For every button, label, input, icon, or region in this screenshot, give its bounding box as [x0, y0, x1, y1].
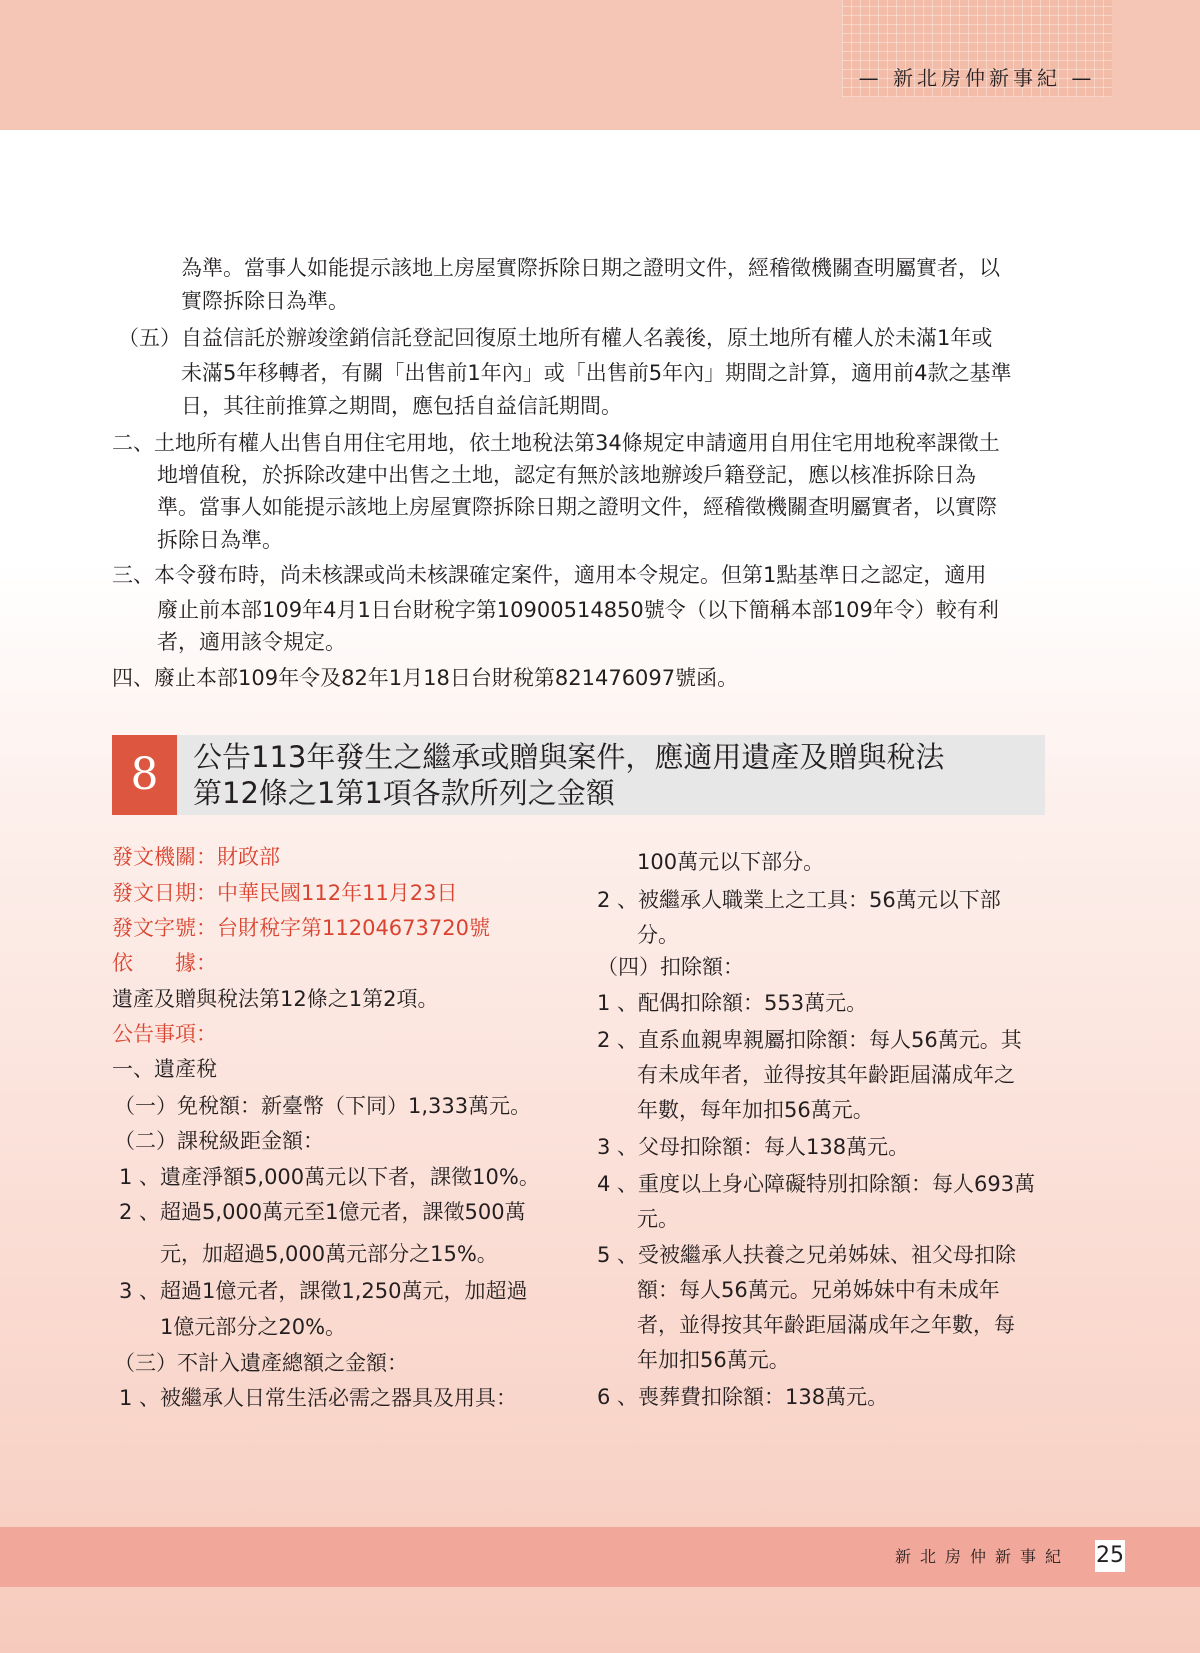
paragraph-line: 為準。當事人如能提示該地上房屋實際拆除日期之證明文件，經稽徵機關查明屬實者，以: [181, 256, 1000, 280]
right-line: 2 、直系血親卑親屬扣除額：每人56萬元。其: [597, 1028, 1022, 1052]
paragraph-line: 廢止前本部109年4月1日台財稅字第10900514850號令（以下簡稱本部109年令）較有利: [157, 598, 999, 622]
left-line: 2 、超過5,000萬元至1億元者，課徵500萬: [119, 1200, 526, 1224]
paragraph-line: 地增值稅，於拆除改建中出售之土地，認定有無於該地辦竣戶籍登記，應以核准拆除日為: [157, 463, 976, 487]
right-line: 6 、喪葬費扣除額：138萬元。: [597, 1385, 889, 1409]
right-line: 年數，每年加扣56萬元。: [637, 1098, 874, 1122]
right-line: 100萬元以下部分。: [637, 850, 825, 874]
paragraph-line: 未滿5年移轉者，有關「出售前1年內」或「出售前5年內」期間之計算，適用前4款之基準: [181, 361, 1012, 385]
left-line: 元，加超過5,000萬元部分之15%。: [160, 1242, 498, 1266]
header-title: — 新北房仲新事紀 —: [858, 66, 1096, 90]
issuing-agency: 發文機關：財政部: [112, 845, 280, 869]
paragraph-line: 日，其往前推算之期間，應包括自益信託期間。: [181, 394, 622, 418]
left-line: 3 、超過1億元者，課徵1,250萬元，加超過: [119, 1279, 528, 1303]
right-line: 者，並得按其年齡距屆滿成年之年數，每: [637, 1313, 1015, 1337]
paragraph-line: 實際拆除日為準。: [181, 289, 349, 313]
right-line: 5 、受被繼承人扶養之兄弟姊妹、祖父母扣除: [597, 1243, 1017, 1267]
paragraph-line: 準。當事人如能提示該地上房屋實際拆除日期之證明文件，經稽徵機關查明屬實者，以實際: [157, 495, 997, 519]
section-number-badge: 8: [112, 735, 177, 815]
right-line: 4 、重度以上身心障礙特別扣除額：每人693萬: [597, 1172, 1036, 1196]
left-line: （二）課稅級距金額：: [114, 1129, 324, 1153]
basis-text: 遺產及贈與稅法第12條之1第2項。: [112, 987, 439, 1011]
section-title-line1: 公告113年發生之繼承或贈與案件，應適用遺產及贈與稅法: [193, 740, 945, 774]
document-number: 發文字號：台財稅字第11204673720號: [112, 916, 490, 940]
left-line: 一、遺產稅: [112, 1057, 217, 1081]
right-line: 3 、父母扣除額：每人138萬元。: [597, 1135, 910, 1159]
paragraph-line: 四、廢止本部109年令及82年1月18日台財稅第821476097號函。: [112, 666, 739, 690]
section-title-line2: 第12條之1第1項各款所列之金額: [193, 776, 615, 810]
right-line: 分。: [637, 923, 679, 947]
right-line: 有未成年者，並得按其年齡距屆滿成年之: [637, 1063, 1015, 1087]
left-line: 1 、遺產淨額5,000萬元以下者，課徵10%。: [119, 1165, 540, 1189]
right-line: 額：每人56萬元。兄弟姊妹中有未成年: [637, 1278, 1000, 1302]
paragraph-line: 拆除日為準。: [157, 528, 283, 552]
paragraph-line: 者，適用該令規定。: [157, 630, 346, 654]
issue-date: 發文日期：中華民國112年11月23日: [112, 881, 458, 905]
right-line: （四）扣除額：: [597, 955, 744, 979]
paragraph-line: 三、本令發布時，尚未核課或尚未核課確定案件，適用本令規定。但第1點基準日之認定，適用: [112, 563, 987, 587]
left-line: （三）不計入遺產總額之金額：: [114, 1351, 408, 1375]
right-line: 元。: [637, 1207, 679, 1231]
paragraph-line: 二、土地所有權人出售自用住宅用地，依土地稅法第34條規定申請適用自用住宅用地稅率課徵土: [112, 431, 1000, 455]
basis-label: 依 據：: [112, 951, 217, 975]
left-line: （一）免稅額：新臺幣（下同）1,333萬元。: [114, 1094, 532, 1118]
paragraph-line: （五）自益信託於辦竣塗銷信託登記回復原土地所有權人名義後，原土地所有權人於未滿1年或: [118, 326, 993, 350]
right-line: 1 、配偶扣除額：553萬元。: [597, 991, 868, 1015]
left-line: 1億元部分之20%。: [160, 1315, 347, 1339]
notice-label: 公告事項：: [112, 1022, 217, 1046]
footer-title: 新北房仲新事紀: [895, 1547, 1071, 1566]
right-line: 2 、被繼承人職業上之工具：56萬元以下部: [597, 888, 1001, 912]
page-number: 25: [1095, 1540, 1125, 1572]
left-line: 1 、被繼承人日常生活必需之器具及用具：: [119, 1386, 518, 1410]
right-line: 年加扣56萬元。: [637, 1348, 790, 1372]
